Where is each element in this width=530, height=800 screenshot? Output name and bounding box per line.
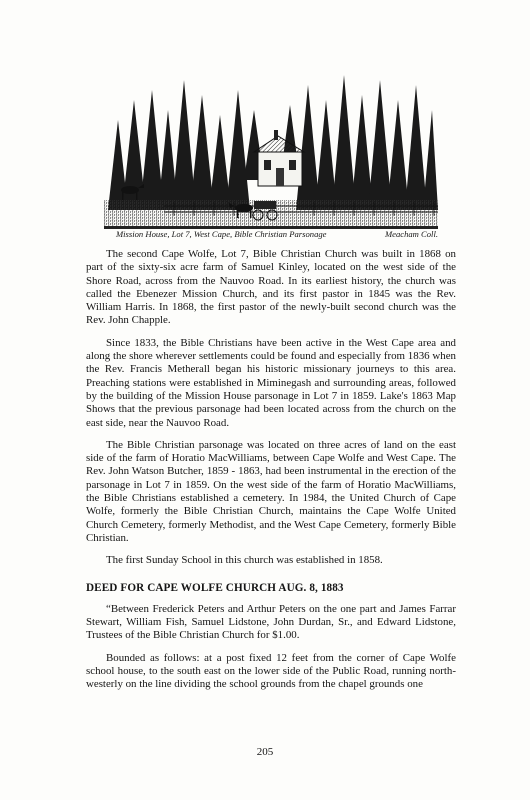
mission-house-illustration [104,60,438,242]
engraving-illustration [104,60,438,242]
paragraph: “Between Frederick Peters and Arthur Peters on the one part and James Farrar Stewart, William Fish, Samuel Lidstone, John Durdan, Sr., and Edward Lidstone, Trustees of the Bible Christian Church for $1.00. [86,602,456,642]
caption-credit: Meacham Coll. [385,229,438,239]
body-text [86,248,456,701]
paragraph: The first Sunday School in this church was established in 1858. [106,554,383,567]
paragraph: The second Cape Wolfe, Lot 7, Bible Christian Church was built in 1868 on part of the sixty-six acre farm of Samuel Kinley, located on the west side of the Shore Road, across from the Nauvoo Road. In its earliest history, the church was called the Ebenezer Mission Church, and its first pastor in 1845 was the Rev. William Harris. In 1868, the first pastor of the newly-built second church was the Rev. John Chapple. [86,248,456,327]
paragraph: The Bible Christian parsonage was located on three acres of land on the east side of the farm of Horatio MacWilliams, between Cape Wolfe and West Cape. The Rev. John Watson Butcher, 1859 - 1863, had been instrumental in the erection of the parsonage in Lot 7 in 1859. On the west side of the farm of Horatio MacWilliams, the Bible Christians established a cemetery. In 1984, the United Church of Cape Wolfe, formerly the Bible Christian Church, maintains the Cape Wolfe United Church Cemetery, formerly Methodist, and the West Cape Cemetery, formerly Bible Christian. [86,438,456,544]
caption-text: Mission House, Lot 7, West Cape, Bible Christian Parsonage [116,229,327,239]
paragraph: Since 1833, the Bible Christians have been active in the West Cape area and along the shore wherever settlements could be found and especially from 1836 when the Rev. Francis Metherall began his historic missionary journeys to this area. Preaching stations were established in Miminegash and surrounding areas, followed by the building of the Mission House parsonage in Lot 7 in 1859. Lake's 1863 Map Shows that the previous parsonage had been located across from the church on the east side, near the Nauvoo Road. [86,336,456,429]
figure-caption [116,229,438,239]
page-number: 205 [256,746,274,758]
section-heading: DEED FOR CAPE WOLFE CHURCH AUG. 8, 1883 [86,581,344,594]
paragraph: Bounded as follows: at a post fixed 12 feet from the corner of Cape Wolfe school house, to the south east on the lower side of the Public Road, running north-westerly on the line dividing the school grounds from the chapel grounds one [86,651,456,691]
